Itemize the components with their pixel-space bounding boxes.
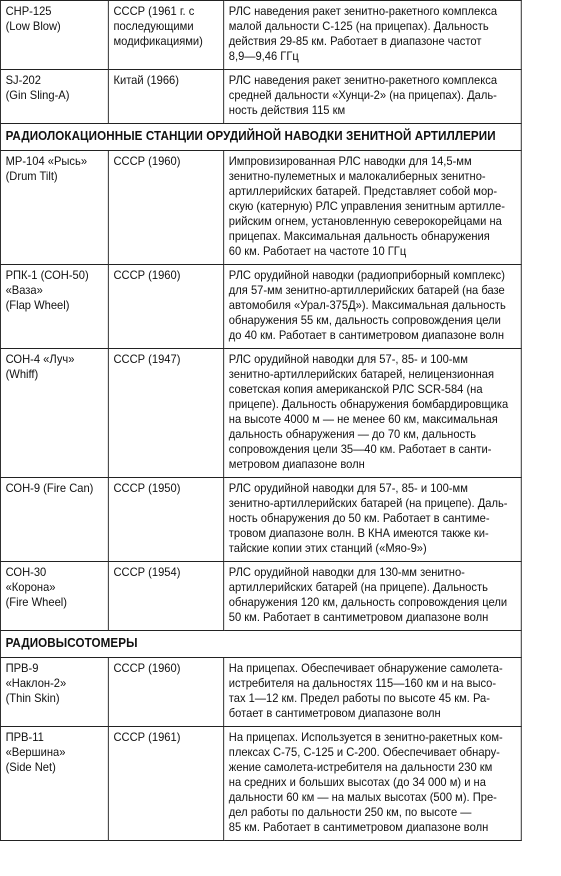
station-name-cell [0,349,108,478]
description-line: РЛС орудийной наводки для 130-мм зенитно- [228,565,465,579]
description-line: РЛС наведения ракет зенитно-ракетного комплекса [228,4,498,18]
description-line: На прицепах. Используется в зенитно-ракетных ком- [228,730,503,744]
station-name-line: ПРВ-11 [5,730,44,744]
description-line: дальность обнаружения — до 70 км, дальность [228,427,477,441]
origin-line: СССР (1960) [113,268,181,282]
description-cell [224,70,522,124]
origin-cell [108,265,223,349]
station-name-cell [0,151,108,265]
origin-line: СССР (1961) [113,730,181,744]
description-line: 85 км. Работает в сантиметровом диапазоне волн [228,820,489,834]
station-name-line: РПК-1 (СОН-50) [5,268,89,282]
station-name-cell [0,478,108,562]
table-row [0,562,521,631]
description-line: советская копия американской РЛС SCR-584 (на [228,382,483,396]
origin-cell [108,151,223,265]
description-line: ность действия 115 км [228,103,346,117]
description-cell [224,478,522,562]
origin-cell [108,478,223,562]
description-line: На прицепах. Обеспечивает обнаружение самолета- [228,661,503,675]
description-line: на средних и больших высотах (до 34 000 м) и на [228,775,486,789]
table-row [0,151,521,265]
station-name-line: (Thin Skin) [5,691,60,705]
description-line: РЛС орудийной наводки (радиоприборный комплекс) [228,268,505,282]
description-cell [224,727,522,841]
description-line: тровом диапазоне волн. В КНА имеются также ки- [228,526,489,540]
description-line: сопровождения цели 35—40 км. Работает в санти- [228,442,492,456]
station-name-line: СОН-30 [5,565,47,579]
station-name-line: ПРВ-9 [5,661,39,675]
description-line: Импровизированная РЛС наводки для 14,5-мм [228,154,472,168]
description-line: скую (катерную) РЛС управления зенитным артилле- [228,199,505,213]
description-line: обнаружения 120 км, дальность сопровождения цели [228,595,508,609]
origin-line: СССР (1954) [113,565,181,579]
table-row [0,70,521,124]
description-line: прицепе). Дальность обнаружения бомбардировщика [228,397,509,411]
description-line: РЛС орудийной наводки для 57-, 85- и 100-мм [228,352,468,366]
description-line: плексах С-75, С-125 и С-200. Обеспечивает обнару- [228,745,500,759]
description-line: ность обнаружения до 50 км. Работает в сантиме- [228,511,490,525]
description-line: обнаружения 55 км, дальность сопровождения цели [228,313,501,327]
station-name-line: СОН-9 (Fire Can) [5,481,94,495]
description-line: на высоте 4000 м — не менее 60 км, максимальная [228,412,498,426]
description-line: автомобиля «Урал-375Д»). Максимальная дальность [228,298,506,312]
table-row [0,478,521,562]
origin-line: СССР (1960) [113,661,181,675]
table-row [0,658,521,727]
station-name-line: МР-104 «Рысь» [5,154,88,168]
description-cell [224,349,522,478]
description-cell [224,151,522,265]
station-name-cell [0,658,108,727]
station-name-line: (Flap Wheel) [5,298,70,312]
station-name-line: «Ваза» [5,283,43,297]
station-name-line: «Наклон-2» [5,676,67,690]
description-line: 60 км. Работает на частоте 10 ГГц [228,244,407,258]
description-line: истребителя на дальностях 115—160 км и на высо- [228,676,497,690]
section-header-row [0,631,521,658]
station-name-cell [0,265,108,349]
origin-cell [108,658,223,727]
description-line: ботает в сантиметровом диапазоне волн [228,706,441,720]
description-line: тайские копии этих станций («Мяо-9») [228,541,427,555]
table-row [0,1,521,70]
description-line: средней дальности «Хунци-2» (на прицепах). Даль- [228,88,497,102]
table-row [0,265,521,349]
table-row [0,727,521,841]
description-cell [224,265,522,349]
origin-line: СССР (1950) [113,481,181,495]
origin-cell [108,562,223,631]
description-line: РЛС наведения ракет зенитно-ракетного комплекса [228,73,498,87]
description-line: зенитно-артиллерийских батарей (на прицепе). Даль- [228,496,508,510]
description-line: до 40 км. Работает в сантиметровом диапазоне волн [228,328,505,342]
description-line: 50 км. Работает в сантиметровом диапазоне волн [228,610,489,624]
description-line: жение самолета-истребителя на дальности 230 км [228,760,493,774]
origin-line: Китай (1966) [113,73,179,87]
description-line: артиллерийских батарей (на прицепе). Дальность [228,580,488,594]
description-line: зенитно-пулеметных и малокалиберных зенитно- [228,169,486,183]
station-name-line: «Вершина» [5,745,66,759]
station-name-cell [0,70,108,124]
description-line: зенитно-артиллерийских батарей, нелицензионная [228,367,495,381]
station-name-cell [0,727,108,841]
section-header-row [0,124,521,151]
description-cell [224,1,522,70]
origin-cell [108,1,223,70]
origin-line: модификациями) [113,34,203,48]
section-title: РАДИОЛОКАЦИОННЫЕ СТАНЦИИ ОРУДИЙНОЙ НАВОДКИ ЗЕНИТНОЙ АРТИЛЛЕРИИ [0,124,521,151]
description-line: дел работы по дальности 250 км, по высоте — [228,805,472,819]
station-name-line: СНР-125 [5,4,52,18]
description-line: РЛС орудийной наводки для 57-, 85- и 100-мм [228,481,468,495]
description-line: дальности 60 км — на малых высотах (500 м). Пре- [228,790,497,804]
table-row [0,349,521,478]
origin-line: СССР (1960) [113,154,181,168]
origin-line: последующими [113,19,194,33]
description-line: артиллерийских батарей. Представляет собой мор- [228,184,498,198]
description-line: метровом диапазоне волн [228,457,365,471]
description-line: рийским огнем, установленную северокорейцами на [228,214,502,228]
station-name-line: (Side Net) [5,760,56,774]
station-name-cell [0,1,108,70]
description-line: прицепах. Максимальная дальность обнаружения [228,229,490,243]
station-name-line: (Fire Wheel) [5,595,67,609]
section-title: РАДИОВЫСОТОМЕРЫ [0,631,521,658]
station-name-line: (Drum Tilt) [5,169,58,183]
description-cell [224,562,522,631]
description-line: действия 29-85 км. Работает в диапазоне частот [228,34,482,48]
description-line: тах 1—12 км. Предел работы по высоте 45 км. Ра- [228,691,490,705]
origin-cell [108,727,223,841]
description-cell [224,658,522,727]
station-name-line: (Whiff) [5,367,39,381]
origin-cell [108,349,223,478]
description-line: для 57-мм зенитно-артиллерийских батарей (на базе [228,283,505,297]
radar-table-body [0,1,521,841]
origin-line: СССР (1947) [113,352,181,366]
station-name-cell [0,562,108,631]
station-name-line: СОН-4 «Луч» [5,352,75,366]
origin-line: СССР (1961 г. с [113,4,195,18]
station-name-line: «Корона» [5,580,56,594]
description-line: малой дальности С-125 (на прицепах). Дальность [228,19,489,33]
station-name-line: (Low Blow) [5,19,61,33]
description-line: 8,9—9,46 ГГц [228,49,299,63]
origin-cell [108,70,223,124]
station-name-line: SJ-202 [5,73,41,87]
station-name-line: (Gin Sling-A) [5,88,70,102]
